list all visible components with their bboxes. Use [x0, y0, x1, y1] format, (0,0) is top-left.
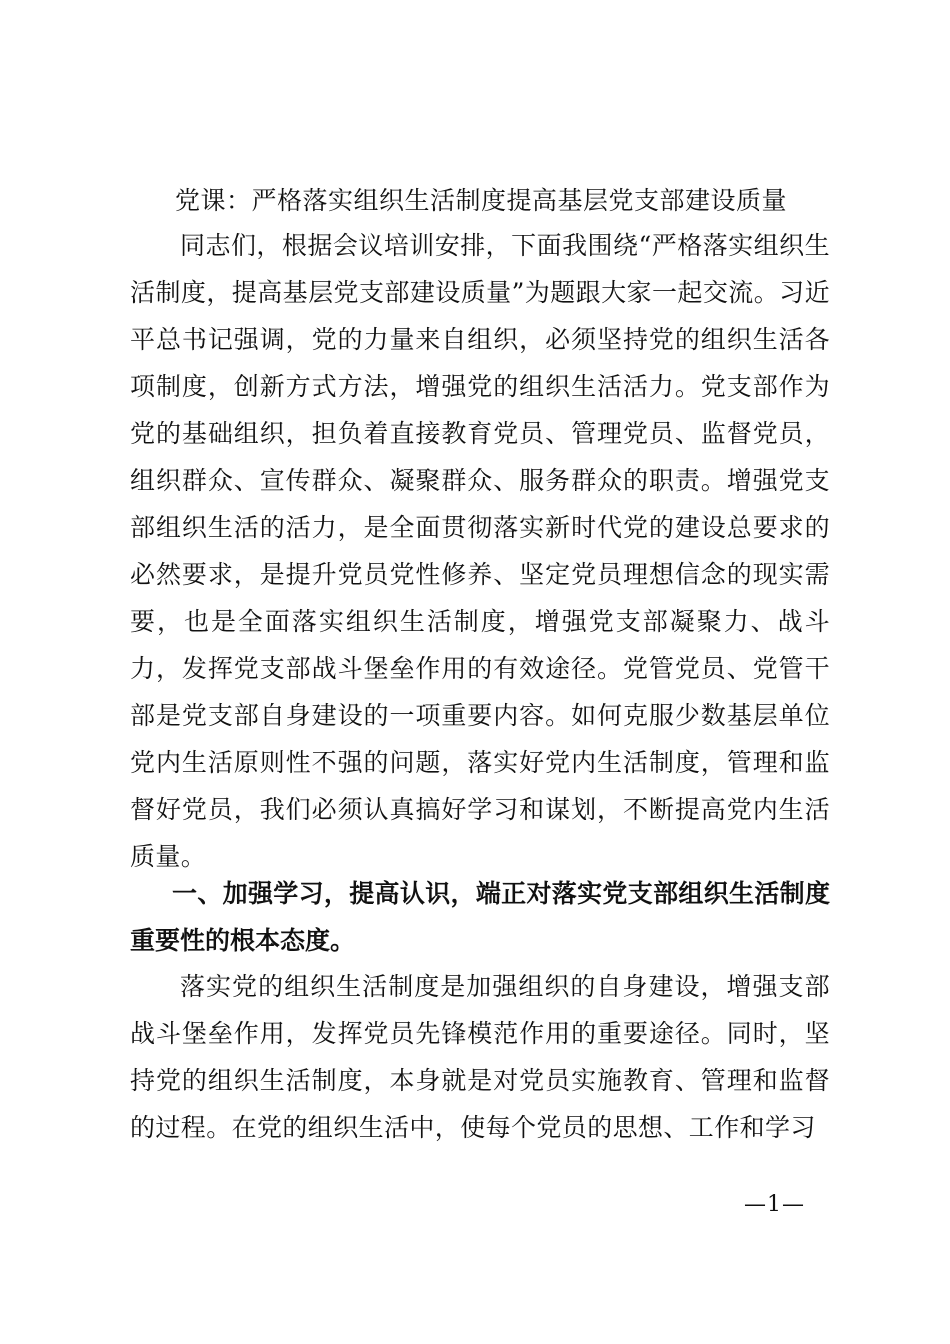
paragraph-section-1: 落实党的组织生活制度是加强组织的自身建设，增强支部战斗堡垒作用，发挥党员先锋模范作用的重要途径。同时，坚持党的组织生活制度，本身就是对党员实施教育、管理和监督的过程。在党的组织生活中，使每个党员的思想、工作和学习 — [130, 972, 830, 1142]
section-heading-1: 一、加强学习，提高认识，端正对落实党支部组织生活制度重要性的根本态度。 — [130, 879, 830, 955]
page-number: —1— — [744, 1192, 805, 1217]
paragraph-intro: 同志们，根据会议培训安排，下面我围绕“严格落实组织生活制度，提高基层党支部建设质量”为题跟大家一起交流。习近平总书记强调，党的力量来自组织，必须坚持党的组织生活各项制度，创新方式方法，增强党的组织生活活力。党支部作为党的基础组织，担负着直接教育党员、管理党员、监督党员，组织群众、宣传群众、凝聚群众、服务群众的职责。增强党支部组织生活的活力，是全面贯彻落实新时代党的建设总要求的必然要求，是提升党员党性修养、坚定党员理想信念的现实需要，也是全面落实组织生活制度，增强党支部凝聚力、战斗力，发挥党支部战斗堡垒作用的有效途径。党管党员、党管干部是党支部自身建设的一项重要内容。如何克服少数基层单位党内生活原则性不强的问题，落实好党内生活制度，管理和监督好党员，我们必须认真搞好学习和谋划，不断提高党内生活质量。 — [130, 231, 830, 871]
document-title: 党课：严格落实组织生活制度提高基层党支部建设质量 — [175, 186, 788, 215]
